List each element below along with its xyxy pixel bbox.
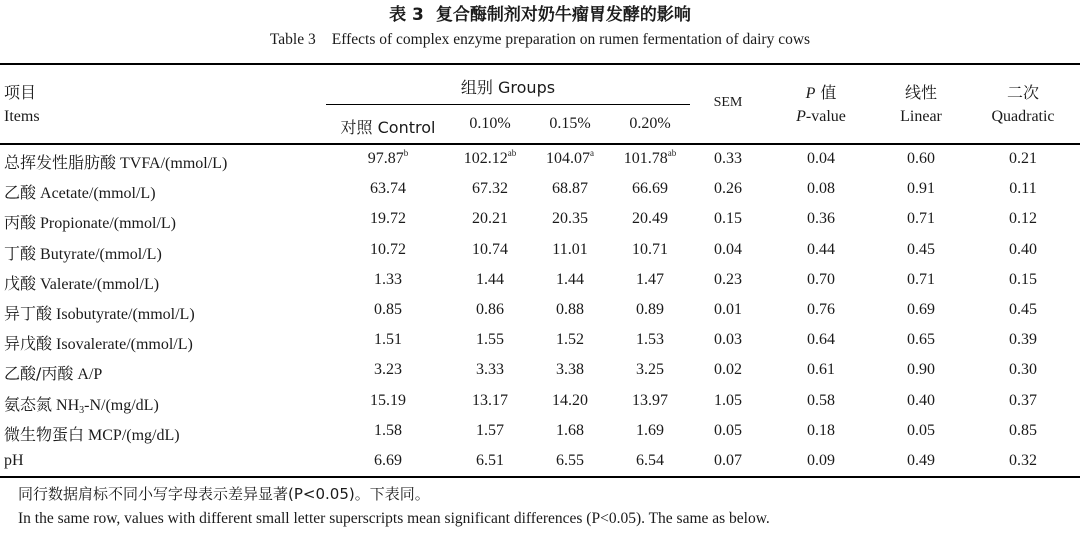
row-value-group-1 — [450, 150, 530, 168]
header-sem: SEM — [713, 95, 743, 110]
table-row — [0, 447, 1080, 477]
row-item-en: TVFA/(mmol/L) — [116, 155, 228, 172]
row-item-cn: 氨态氮 — [4, 394, 53, 414]
row-item — [4, 301, 195, 324]
row-item-cn: 丁酸 — [4, 243, 37, 263]
row-value: 10.72 — [370, 240, 406, 258]
row-value-sem: 0.23 — [714, 270, 742, 288]
row-value: 1.69 — [636, 421, 664, 439]
row-value: 6.55 — [556, 452, 584, 469]
footnote-cn: 同行数据肩标不同小写字母表示差异显著(P<0.05)。下表同。 — [18, 485, 430, 503]
row-value-group-2 — [530, 452, 610, 470]
header-p-en-rest: -value — [805, 108, 846, 125]
row-value: 6.54 — [636, 452, 664, 469]
row-value: 1.44 — [476, 270, 504, 288]
row-value: 1.47 — [636, 270, 664, 288]
row-value-lin: 0.71 — [907, 210, 935, 228]
row-value-quad: 0.85 — [1009, 421, 1037, 439]
row-item-cn: 总挥发性脂肪酸 — [4, 153, 117, 172]
row-value: 68.87 — [552, 180, 588, 198]
row-value-group-1 — [450, 331, 530, 349]
row-value-lin: 0.90 — [907, 361, 935, 379]
header-p-cn — [766, 80, 876, 103]
table-row — [0, 296, 1080, 326]
row-item-en: Butyrate/(mmol/L) — [36, 245, 162, 263]
row-value-lin: 0.60 — [907, 150, 935, 167]
row-item — [4, 452, 24, 470]
table-row — [0, 356, 1080, 386]
row-value-p: 0.08 — [807, 180, 835, 198]
row-value: 10.71 — [632, 240, 668, 258]
header-p-en — [766, 108, 876, 126]
row-value-p: 0.09 — [807, 452, 835, 469]
row-item-en: Isovalerate/(mmol/L) — [52, 336, 193, 354]
top-rule — [0, 63, 1080, 65]
row-item — [4, 271, 159, 294]
row-value-superscript: ab — [667, 148, 677, 158]
table-row — [0, 175, 1080, 205]
row-value-sem: 0.05 — [714, 421, 742, 439]
row-value-sem: 0.26 — [714, 180, 742, 198]
row-value: 20.21 — [472, 210, 508, 228]
row-item-cn: 丙酸 — [4, 213, 37, 233]
row-value-p: 0.36 — [807, 210, 835, 228]
row-value-sem: 1.05 — [714, 391, 742, 409]
row-item-en: MCP/(mg/dL) — [84, 426, 180, 444]
row-value-p: 0.18 — [807, 421, 835, 439]
header-group-015: 0.15% — [549, 115, 591, 132]
row-value-lin: 0.40 — [907, 391, 935, 409]
row-value: 0.89 — [636, 301, 664, 318]
row-item — [4, 210, 176, 233]
row-value: 104.07 — [546, 150, 590, 167]
row-value-p: 0.61 — [807, 361, 835, 379]
row-value-group-2 — [530, 361, 610, 379]
row-value-sem: 0.01 — [714, 301, 742, 318]
row-value-p: 0.04 — [807, 150, 835, 167]
row-value-group-3 — [610, 150, 690, 168]
row-value: 3.33 — [476, 361, 504, 379]
row-value: 3.23 — [374, 361, 402, 379]
row-value: 15.19 — [370, 391, 406, 409]
table-label-cn: 表 3 — [389, 5, 424, 25]
header-quadratic-cn: 二次 — [1006, 83, 1039, 102]
row-item-en: A/P — [73, 366, 103, 384]
row-value-sem: 0.04 — [714, 240, 742, 258]
row-value-lin: 0.91 — [907, 180, 935, 198]
row-value-group-3 — [610, 301, 690, 319]
table-caption-cn — [0, 0, 1080, 24]
row-value-sem: 0.15 — [714, 210, 742, 228]
row-value-lin: 0.05 — [907, 421, 935, 439]
row-value: 0.86 — [476, 301, 504, 318]
row-value-group-2 — [530, 331, 610, 349]
row-value: 19.72 — [370, 210, 406, 228]
row-value-quad: 0.37 — [1009, 391, 1037, 409]
groups-rule — [326, 104, 690, 105]
header-p-en-italic: P — [796, 108, 806, 125]
table-row — [0, 266, 1080, 296]
row-value: 97.87 — [367, 150, 404, 167]
table-label-en: Table 3 — [269, 31, 316, 48]
table-row — [0, 236, 1080, 266]
row-value-group-1 — [450, 210, 530, 228]
row-value-p: 0.70 — [807, 270, 835, 288]
row-value: 13.17 — [472, 391, 508, 409]
row-value: 102.12 — [463, 150, 508, 167]
row-value: 66.69 — [632, 180, 668, 198]
row-value-group-3 — [610, 422, 690, 440]
row-value-group-0 — [326, 180, 450, 198]
row-value-group-3 — [610, 331, 690, 349]
row-item-cn: 戊酸 — [4, 273, 37, 293]
row-item-cn: 异丁酸 — [4, 304, 53, 323]
row-item — [4, 180, 156, 203]
row-value: 1.44 — [556, 270, 584, 288]
row-value-group-3 — [610, 271, 690, 289]
header-linear-cn: 线性 — [904, 83, 937, 102]
row-value: 1.51 — [374, 331, 402, 349]
header-groups: 组别 Groups — [460, 78, 556, 97]
header-linear-en: Linear — [900, 108, 942, 125]
row-value-group-0 — [326, 210, 450, 228]
row-item-en: $NH_3-N/(mg/dL)$ — [52, 396, 159, 416]
row-value-quad: 0.11 — [1009, 180, 1037, 198]
row-value-group-0 — [326, 422, 450, 440]
table-row — [0, 205, 1080, 235]
row-value-group-3 — [610, 180, 690, 198]
row-value-quad: 0.40 — [1009, 240, 1037, 258]
row-value-p: 0.64 — [807, 331, 835, 349]
row-value-group-2 — [530, 301, 610, 319]
header-group-control-label: 对照 Control — [340, 118, 436, 137]
row-item-en: pH — [4, 452, 24, 469]
row-value-p: 0.44 — [807, 240, 835, 258]
row-item — [4, 361, 102, 384]
row-value: 3.25 — [636, 361, 664, 379]
row-value-group-3 — [610, 361, 690, 379]
row-value: 1.58 — [374, 421, 402, 439]
row-value: 1.57 — [476, 421, 504, 439]
header-p-cn-italic: P — [805, 85, 816, 102]
row-value-lin: 0.49 — [907, 452, 935, 469]
row-item — [4, 392, 159, 415]
row-value: 13.97 — [632, 391, 668, 409]
row-value-p: 0.76 — [807, 301, 835, 318]
row-value-group-0 — [326, 361, 450, 379]
row-value-group-0 — [326, 271, 450, 289]
row-value-sem: 0.03 — [714, 331, 742, 349]
row-item — [4, 331, 193, 354]
row-value-superscript: ab — [507, 148, 517, 158]
table-row — [0, 326, 1080, 356]
header-quadratic-en: Quadratic — [991, 108, 1055, 125]
row-value-quad: 0.15 — [1009, 270, 1037, 288]
row-item-en: Isobutyrate/(mmol/L) — [52, 306, 195, 323]
row-value-group-0 — [326, 331, 450, 349]
row-value-group-1 — [450, 301, 530, 319]
row-item-en: Acetate/(mmol/L) — [36, 185, 156, 203]
header-items-en: Items — [4, 108, 40, 125]
row-value-quad: 0.21 — [1009, 150, 1037, 167]
row-item-en: Propionate/(mmol/L) — [36, 215, 176, 233]
row-value-lin: 0.69 — [907, 301, 935, 318]
header-items-cn: 项目 — [4, 83, 37, 102]
row-value: 0.88 — [556, 301, 584, 318]
row-value-group-2 — [530, 392, 610, 410]
header-group-020: 0.20% — [629, 115, 671, 132]
row-value: 3.38 — [556, 361, 584, 379]
row-value-lin: 0.71 — [907, 270, 935, 288]
row-item-cn: 异戊酸 — [4, 334, 53, 354]
row-item — [4, 150, 227, 173]
table-title-cn: 复合酶制剂对奶牛瘤胃发酵的影响 — [435, 5, 691, 25]
row-value-group-1 — [450, 392, 530, 410]
row-value: 1.68 — [556, 421, 584, 439]
row-item-cn: 乙酸 — [4, 183, 37, 203]
table-row — [0, 387, 1080, 417]
table-title-en: Effects of complex enzyme preparation on rumen fermentation of dairy cows — [331, 31, 811, 48]
row-value-group-0 — [326, 241, 450, 259]
row-value: 20.35 — [552, 210, 588, 228]
row-value-quad: 0.45 — [1009, 301, 1037, 318]
row-item — [4, 241, 162, 264]
row-item-cn: 乙酸/丙酸 — [4, 364, 74, 384]
table-row — [0, 417, 1080, 447]
row-value: 6.51 — [476, 452, 504, 469]
row-value-sem: 0.07 — [714, 452, 742, 469]
header-group-010: 0.10% — [469, 115, 511, 132]
row-value-group-2 — [530, 180, 610, 198]
row-value-group-2 — [530, 210, 610, 228]
row-value-quad: 0.30 — [1009, 361, 1037, 379]
row-value: 1.55 — [476, 331, 504, 349]
row-value-group-3 — [610, 241, 690, 259]
row-value: 63.74 — [370, 180, 406, 198]
row-value-p: 0.58 — [807, 391, 835, 409]
row-value-quad: 0.39 — [1009, 331, 1037, 349]
row-value: 11.01 — [552, 240, 588, 258]
row-value-quad: 0.32 — [1009, 452, 1037, 469]
row-value: 14.20 — [552, 391, 588, 409]
row-value: 101.78 — [623, 150, 668, 167]
row-value-group-3 — [610, 452, 690, 470]
row-value-group-0 — [326, 392, 450, 410]
row-item-cn: 微生物蛋白 — [4, 424, 85, 444]
row-value-group-1 — [450, 452, 530, 470]
row-value: 6.69 — [374, 452, 402, 469]
header-group-control — [326, 115, 450, 138]
row-value-group-0 — [326, 301, 450, 319]
row-value-sem: 0.02 — [714, 361, 742, 379]
row-value-superscript: a — [590, 148, 594, 158]
row-value: 1.53 — [636, 331, 664, 349]
row-value-group-2 — [530, 150, 610, 168]
row-value-superscript: b — [403, 148, 409, 158]
row-value: 1.52 — [556, 331, 584, 349]
row-value-group-2 — [530, 241, 610, 259]
row-value-lin: 0.65 — [907, 331, 935, 349]
table-row — [0, 145, 1080, 175]
footnote-en: In the same row, values with different small letter superscripts mean significant differences (P<0.05). The same as below. — [18, 510, 770, 527]
table-caption-en — [0, 31, 1080, 53]
row-item-en: Valerate/(mmol/L) — [36, 275, 160, 293]
row-value-group-2 — [530, 422, 610, 440]
row-value-sem: 0.33 — [714, 150, 742, 167]
row-value-group-1 — [450, 422, 530, 440]
row-value-group-1 — [450, 241, 530, 259]
row-value-group-3 — [610, 392, 690, 410]
row-value-lin: 0.45 — [907, 240, 935, 258]
row-value: 1.33 — [374, 270, 402, 288]
row-value-group-3 — [610, 210, 690, 228]
row-item — [4, 422, 180, 445]
row-value-group-2 — [530, 271, 610, 289]
row-value-group-1 — [450, 271, 530, 289]
row-value: 20.49 — [632, 210, 668, 228]
header-p-cn-rest: 值 — [815, 83, 837, 102]
row-value-group-0 — [326, 150, 450, 168]
row-value: 10.74 — [472, 240, 508, 258]
row-value: 67.32 — [472, 180, 508, 198]
row-value-group-1 — [450, 180, 530, 198]
row-value-group-1 — [450, 361, 530, 379]
row-value-quad: 0.12 — [1009, 210, 1037, 228]
row-value: 0.85 — [374, 301, 402, 318]
row-value-group-0 — [326, 452, 450, 470]
